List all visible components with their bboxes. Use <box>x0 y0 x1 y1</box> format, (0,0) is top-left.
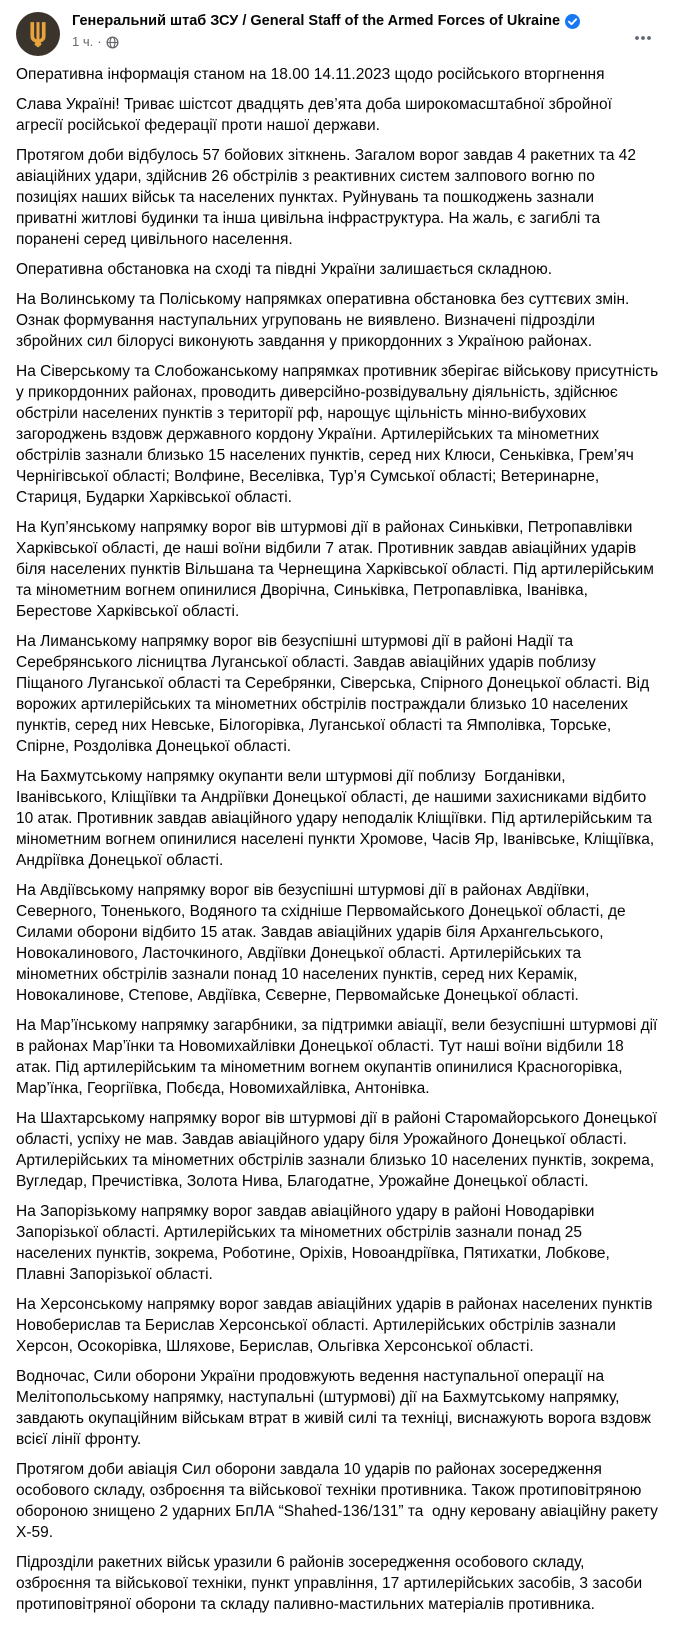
post-paragraph: На Авдіївському напрямку ворог вів безуспішні штурмові дії в районах Авдіївки, Северного, Тоненького, Водяного та східніше Первомайського Донецької області, де Силами оборони відбито 15 атак. Завдав авіаційних ударів біля Архангельського, Новокалинового, Ласточкиного, Авдіївки Донецької області. Артилерійських та мінометних обстрілів зазнали понад 10 населених пунктів, серед них Керамік, Новокалинове, Степове, Авдіївка, Сєверне, Первомайське Донецької області. <box>16 882 630 1004</box>
three-dots-icon <box>633 28 653 48</box>
post-timestamp[interactable]: 1 ч. <box>72 34 94 49</box>
post-paragraph: На Сіверському та Слобожанському напрямках противник зберігає військову присутність у прикордонних районах, проводить диверсійно-розвідувальну діяльність, здійснює обстріли населених пунктів з території рф, нарощує щільність мінно-вибухових загороджень вздовж державного кордону України. Артилерійських та мінометних обстрілів зазнали близько 15 населених пунктів, серед них Клюси, Сеньківка, Грем’яч Чернігівської області; Волфине, Веселівка, Тур’я Сумської області; Ветеринарне, Стариця, Бударки Харківської області. <box>16 363 663 506</box>
post-header <box>0 0 675 62</box>
ukraine-trident-icon <box>27 21 49 48</box>
post-paragraph: Слава Україні! Триває шістсот двадцять дев’ята доба широкомасштабної збройної агресії російської федерації проти нашої держави. <box>16 96 617 134</box>
post-paragraph: На Лиманському напрямку ворог вів безуспішні штурмові дії в районі Надії та Серебрянського лісництва Луганської області. Завдав авіаційних ударів поблизу Піщаного Луганської області та Серебрянки, Сіверська, Спірного Донецької області. Від ворожих артилерійських та мінометних обстрілів постраждали близько 10 населених пунктів, серед них Невське, Білогорівка, Луганської області та Ямполівка, Торське, Спірне, Роздолівка Донецької області. <box>16 633 654 755</box>
post-paragraph: На Херсонському напрямку ворог завдав авіаційних ударів в районах населених пунктів Новоберислав та Берислав Херсонської області. Артилерійських обстрілів зазнали Херсон, Осокорівка, Шляхове, Берислав, Ольгівка Херсонської області. <box>16 1296 657 1355</box>
post-paragraph: Оперативна інформація станом на 18.00 14.11.2023 щодо російського вторгнення <box>16 66 605 83</box>
post-paragraph: На Куп’янському напрямку ворог вів штурмові дії в районах Синьківки, Петропавлівки Харківської області, де наші воїни відбили 7 атак. Противник завдав авіаційних ударів біля населених пунктів Вільшана та Чернещина Харківської області. Під артилерійським та мінометним вогнем опинилися Дворічна, Синьківка, Петропавлівка, Іванівка, Берестове Харківської області. <box>16 519 659 620</box>
post-paragraph: На Волинському та Поліському напрямках оперативна обстановка без суттєвих змін. Ознак формування наступальних угруповань не виявлено. Визначені підрозділи збройних сил білорусі виконують завдання у прикордонних з Україною районах. <box>16 291 634 350</box>
avatar[interactable] <box>16 12 60 56</box>
more-options-button[interactable] <box>627 22 659 54</box>
post-paragraph: Оперативна обстановка на сході та півдні України залишається складною. <box>16 261 553 278</box>
meta-separator: · <box>97 34 102 49</box>
post-paragraph: На Шахтарському напрямку ворог вів штурмові дії в районі Старомайорського Донецької області, успіху не мав. Завдав авіаційного удару біля Урожайного Донецької області. Артилерійських та мінометних обстрілів зазнали близько 10 населених пунктів, зокрема, Вугледар, Пречистівка, Золота Нива, Благодатне, Урожайне Донецької області. <box>16 1110 662 1190</box>
post-paragraph: Підрозділи ракетних військ уразили 6 районів зосередження особового складу, озброєння та військової техніки, пункт управління, 17 артилерійських засобів, 3 засоби протиповітряної оборони та складу паливно-мастильних матеріалів противника. <box>16 1554 647 1613</box>
header-text <box>72 12 659 50</box>
verified-badge-icon <box>565 14 580 29</box>
title-row <box>72 12 619 31</box>
post-paragraph: На Бахмутському напрямку окупанти вели штурмові дії поблизу Богданівки, Іванівського, Кліщіївки та Андріївки Донецької області, де нашими захисниками відбито 10 атак. Противник завдав авіаційного удару неподалік Кліщіївки. Під артилерійським та мінометним вогнем опинилися населені пункти Хромове, Часів Яр, Іванівське, Кліщіївка, Андріївка Донецької області. <box>16 768 659 869</box>
post-paragraph: Протягом доби відбулось 57 бойових зіткнень. Загалом ворог завдав 4 ракетних та 42 авіаційних удари, здійснив 26 обстрілів з реактивних систем залпового вогню по позиціях наших військ та населених пунктах. Руйнувань та пошкоджень зазнали приватні житлові будинки та інша цивільна інфраструктура. На жаль, є загиблі та поранені серед цивільного населення. <box>16 147 641 248</box>
post-body <box>0 62 675 1629</box>
post-paragraph: На Мар’їнському напрямку загарбники, за підтримки авіації, вели безуспішні штурмові дії в районах Мар’їнки та Новомихайлівки Донецької області. Тут наші воїни відбили 18 атак. Під артилерійським та мінометним вогнем окупантів опинилися Красногорівка, Мар’їнка, Георгіївка, Побєда, Новомихайлівка, Антонівка. <box>16 1017 662 1097</box>
post-meta-row <box>72 34 619 50</box>
post-paragraph: Протягом доби авіація Сил оборони завдала 10 ударів по районах зосередження особового складу, озброєння та військової техніки противника. Також протиповітряною обороною знищено 2 ударних БпЛА “Shahed-136/131” та одну керовану авіаційну ракету Х-59. <box>16 1461 663 1541</box>
post-paragraph: На Запорізькому напрямку ворог завдав авіаційного удару в районі Новодарівки Запорізької області. Артилерійських та мінометних обстрілів зазнали понад 25 населених пунктів, зокрема, Роботине, Оріхів, Новоандріївка, Пятихатки, Лобкове, Плавні Запорізької області. <box>16 1203 615 1283</box>
globe-icon <box>106 36 119 49</box>
post-paragraph: Водночас, Сили оборони України продовжують ведення наступальної операції на Мелітопольському напрямку, наступальні (штурмові) дії на Бахмутському напрямку, завдають окупаційним військам втрат в живій силі та техніці, виснажують ворога вздовж всієї лінії фронту. <box>16 1368 656 1448</box>
page-name-link[interactable]: Генеральний штаб ЗСУ / General Staff of the Armed Forces of Ukraine <box>72 13 561 29</box>
